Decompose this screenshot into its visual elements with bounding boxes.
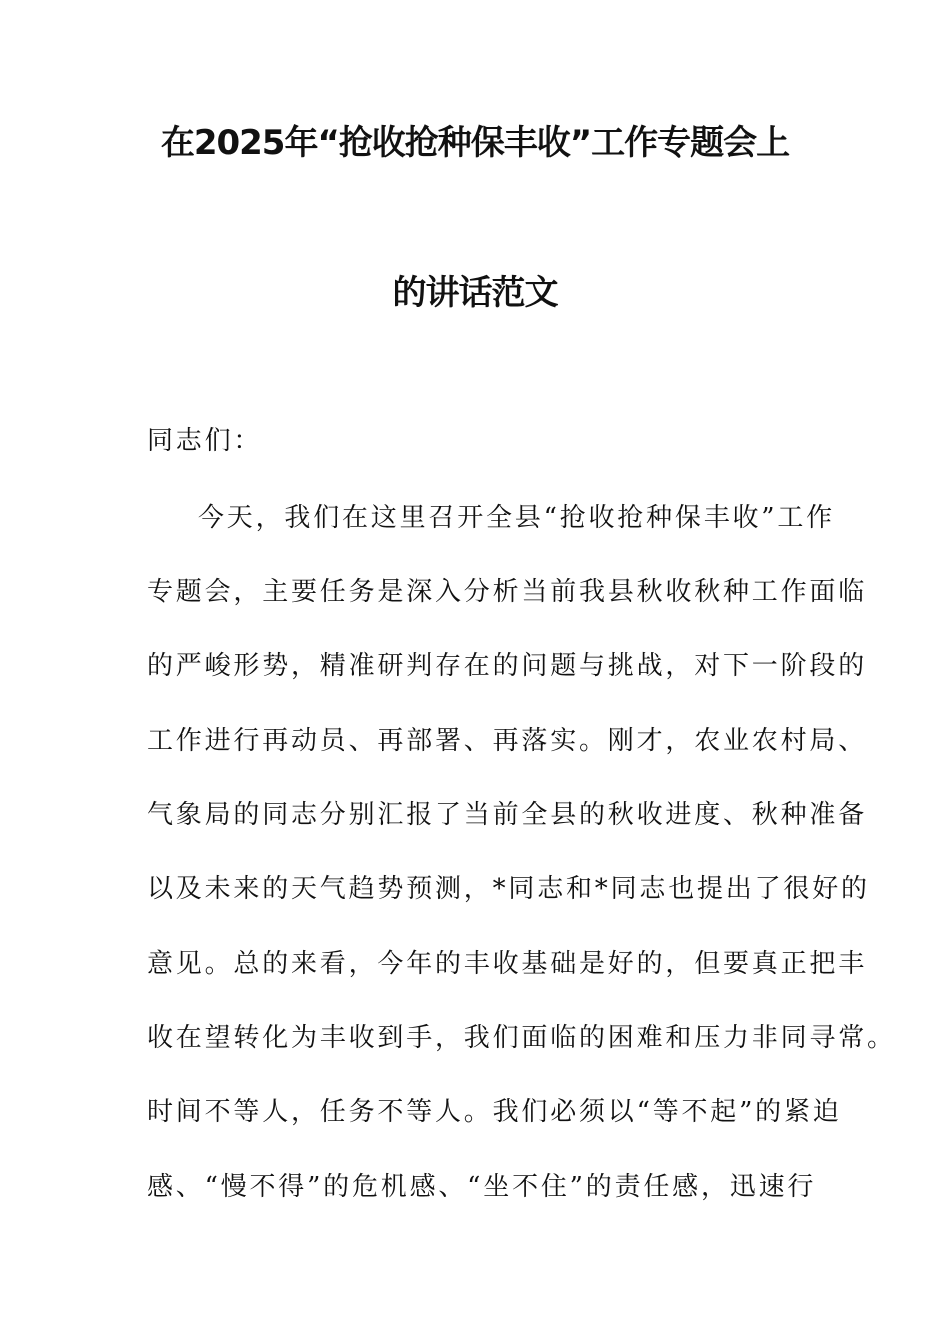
body-line: 以及未来的天气趋势预测，*同志和*同志也提出了很好的 xyxy=(147,874,870,904)
document-title-line-1: 在2025年“抢收抢种保丰收”工作专题会上 xyxy=(160,123,790,163)
body-line: 感、“慢不得”的危机感、“坐不住”的责任感，迅速行 xyxy=(147,1172,817,1202)
body-line: 工作进行再动员、再部署、再落实。刚才，农业农村局、 xyxy=(147,726,868,756)
document-title-line-2: 的讲话范文 xyxy=(392,273,558,313)
body-line: 今天，我们在这里召开全县“抢收抢种保丰收”工作 xyxy=(198,503,835,533)
salutation: 同志们： xyxy=(147,426,263,456)
body-line: 专题会，主要任务是深入分析当前我县秋收秋种工作面临 xyxy=(147,577,868,607)
body-line: 收在望转化为丰收到手，我们面临的困难和压力非同寻常。 xyxy=(147,1023,896,1053)
body-line: 气象局的同志分别汇报了当前全县的秋收进度、秋种准备 xyxy=(147,800,868,830)
body-line: 的严峻形势，精准研判存在的问题与挑战，对下一阶段的 xyxy=(147,651,868,681)
body-line: 意见。总的来看，今年的丰收基础是好的，但要真正把丰 xyxy=(147,949,868,979)
body-line: 时间不等人，任务不等人。我们必须以“等不起”的紧迫 xyxy=(147,1097,842,1127)
